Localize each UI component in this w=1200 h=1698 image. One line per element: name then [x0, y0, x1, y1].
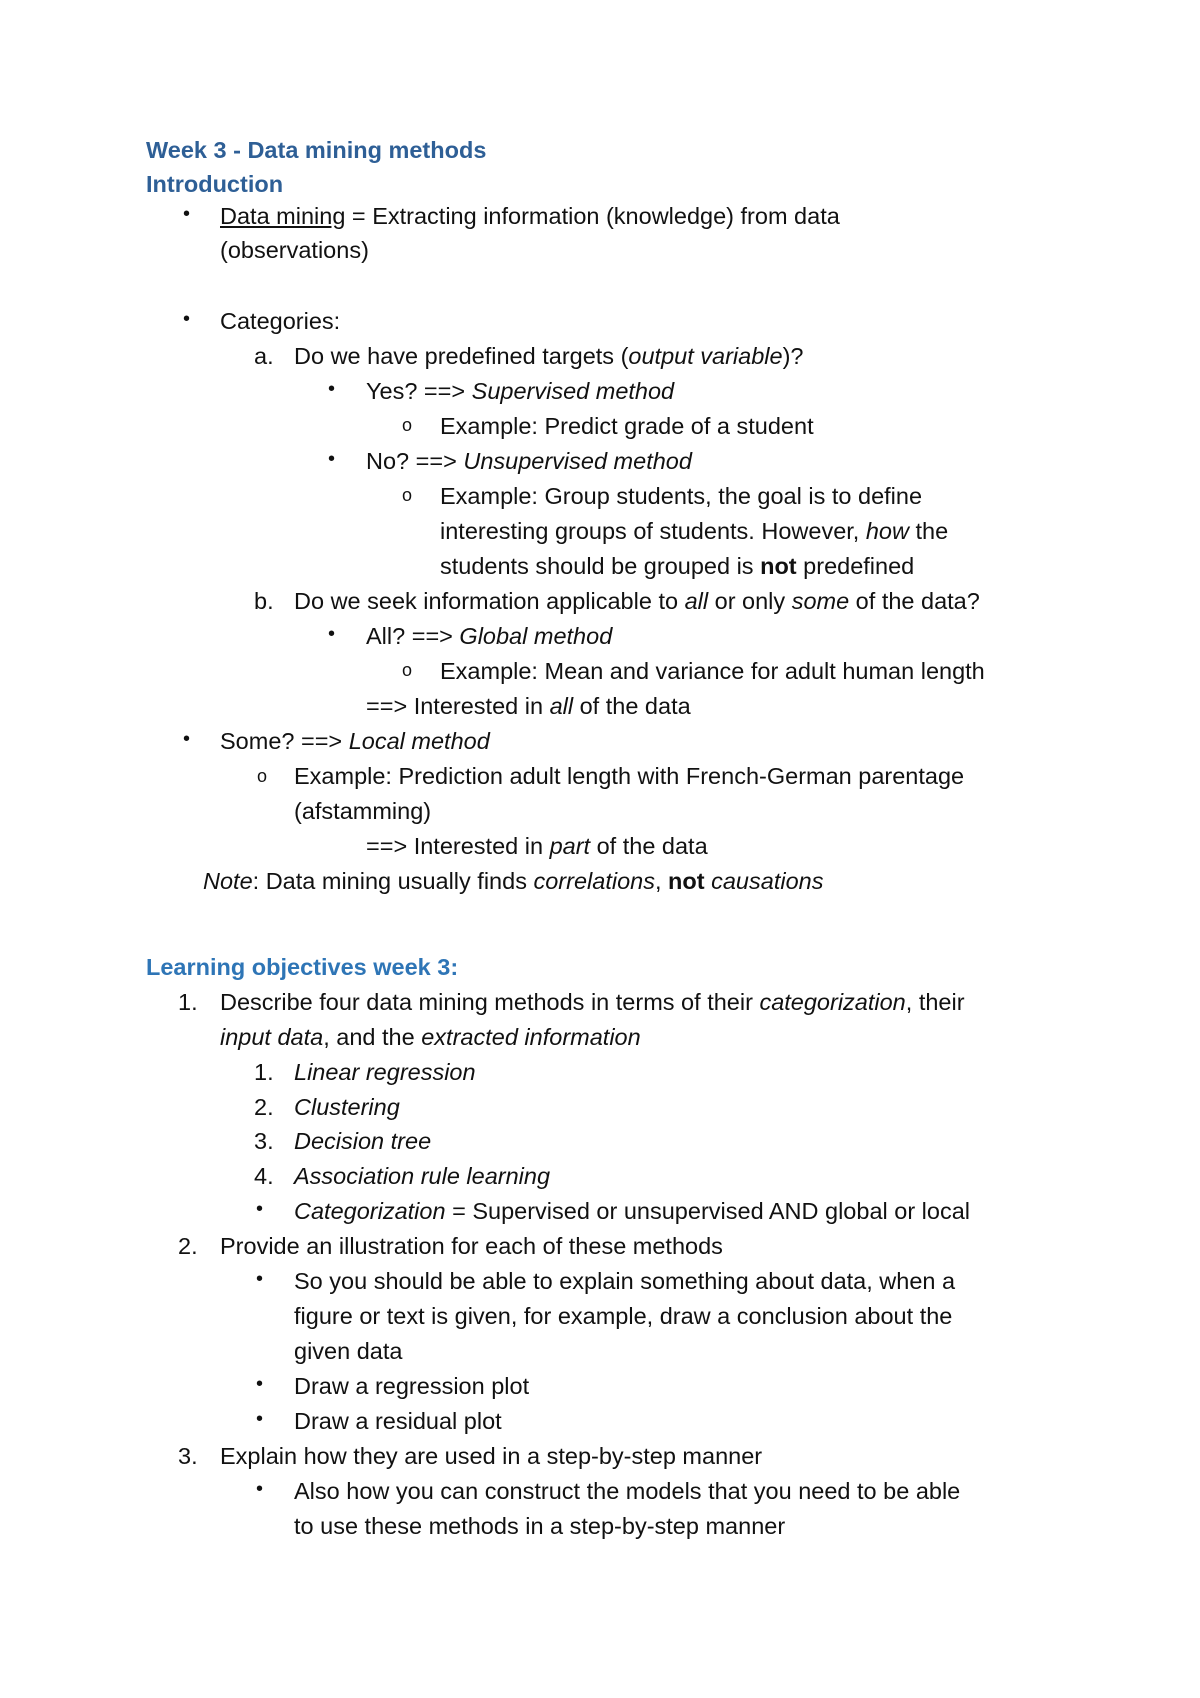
text: Do we have predefined targets ( — [294, 343, 629, 369]
text: No? ==> — [366, 448, 464, 474]
note-line — [203, 866, 823, 896]
bullet-icon: • — [328, 448, 336, 470]
method-label: Linear regression — [294, 1059, 476, 1085]
example-no-line-2 — [440, 516, 948, 546]
list-marker: 2. — [254, 1094, 274, 1120]
circle-bullet-icon: o — [402, 415, 413, 435]
circle-bullet-icon: o — [257, 766, 268, 786]
text: , — [654, 868, 669, 894]
text: students should be grouped is — [440, 553, 761, 579]
objective-2-bullet-3: Draw a residual plot — [294, 1408, 502, 1434]
answer-no — [366, 446, 692, 476]
emphasis: input data — [220, 1024, 324, 1050]
bold-text: not — [760, 553, 797, 579]
note-all — [366, 691, 691, 721]
bullet-icon: • — [328, 623, 336, 645]
emphasis: part — [549, 833, 591, 859]
emphasis: Unsupervised method — [463, 448, 692, 474]
list-marker-b: b. — [254, 588, 274, 614]
bullet-icon: • — [256, 1478, 264, 1500]
section-heading-objectives: Learning objectives week 3: — [146, 954, 459, 980]
objective-2-bullet-1-line-1: So you should be able to explain something about data, when a — [294, 1268, 956, 1294]
example-no-line-3 — [440, 551, 914, 581]
example-all: Example: Mean and variance for adult human length — [440, 658, 985, 684]
text: of the data — [590, 833, 708, 859]
objective-2: Provide an illustration for each of these methods — [220, 1233, 723, 1259]
text: Describe four data mining methods in terms of their — [220, 989, 760, 1015]
categories-label: Categories: — [220, 308, 341, 334]
bullet-icon: • — [183, 308, 191, 330]
text: All? ==> — [366, 623, 460, 649]
text: the — [908, 518, 949, 544]
objective-3: Explain how they are used in a step-by-step manner — [220, 1443, 763, 1469]
emphasis: some — [791, 588, 850, 614]
bullet-icon: • — [183, 728, 191, 750]
objective-2-bullet-2: Draw a regression plot — [294, 1373, 530, 1399]
answer-some — [220, 726, 490, 756]
list-marker-2: 2. — [178, 1233, 198, 1259]
objective-1-line-2 — [220, 1022, 641, 1052]
emphasis: all — [684, 588, 709, 614]
text: ==> Interested in — [366, 693, 550, 719]
list-marker: 3. — [254, 1128, 274, 1154]
method-label: Clustering — [294, 1094, 400, 1120]
emphasis: correlations — [533, 868, 655, 894]
term-data-mining: Data mining — [220, 203, 346, 229]
definition-line — [220, 201, 840, 231]
text: = Supervised or unsupervised AND global or local — [445, 1198, 971, 1224]
bullet-icon: • — [256, 1198, 264, 1220]
question-a — [294, 341, 804, 371]
method-item — [294, 1092, 400, 1122]
method-label: Decision tree — [294, 1128, 432, 1154]
list-marker-3: 3. — [178, 1443, 198, 1469]
question-b — [294, 586, 980, 616]
bullet-icon: • — [256, 1373, 264, 1395]
emphasis: Local method — [348, 728, 490, 754]
text: , their — [905, 989, 965, 1015]
text: Yes? ==> — [366, 378, 472, 404]
text: predefined — [796, 553, 915, 579]
method-item — [294, 1057, 476, 1087]
emphasis: all — [549, 693, 574, 719]
example-some-line-1: Example: Prediction adult length with French-German parentage — [294, 763, 965, 789]
method-item — [294, 1161, 550, 1191]
bullet-icon: • — [256, 1408, 264, 1430]
text: : Data mining usually finds — [252, 868, 534, 894]
page-title: Week 3 - Data mining methods — [146, 137, 487, 163]
example-yes: Example: Predict grade of a student — [440, 413, 814, 439]
objective-3-bullet-1-line-2: to use these methods in a step-by-step manner — [294, 1513, 786, 1539]
text: interesting groups of students. However, — [440, 518, 866, 544]
list-marker-a: a. — [254, 343, 274, 369]
list-marker-1: 1. — [178, 989, 198, 1015]
list-marker: 4. — [254, 1163, 274, 1189]
text: ==> Interested in — [366, 833, 550, 859]
answer-yes — [366, 376, 674, 406]
bold-text: not — [668, 868, 705, 894]
text: Do we seek information applicable to — [294, 588, 685, 614]
emphasis: extracted information — [421, 1024, 641, 1050]
categorization-line — [294, 1196, 970, 1226]
bullet-icon: • — [256, 1268, 264, 1290]
emphasis: how — [865, 518, 909, 544]
note-some — [366, 831, 708, 861]
emphasis: Supervised method — [471, 378, 675, 404]
objective-3-bullet-1-line-1: Also how you can construct the models that you need to be able — [294, 1478, 961, 1504]
text: Some? ==> — [220, 728, 349, 754]
answer-all — [366, 621, 612, 651]
objective-2-bullet-1-line-2: figure or text is given, for example, draw a conclusion about the — [294, 1303, 953, 1329]
emphasis: output variable — [628, 343, 783, 369]
method-label: Association rule learning — [294, 1163, 551, 1189]
emphasis: categorization — [759, 989, 906, 1015]
section-heading-introduction: Introduction — [146, 171, 284, 197]
circle-bullet-icon: o — [402, 485, 413, 505]
circle-bullet-icon: o — [402, 660, 413, 680]
example-some-line-2: (afstamming) — [294, 798, 432, 824]
text: of the data? — [849, 588, 980, 614]
definition-line-2: (observations) — [220, 237, 369, 263]
emphasis: Categorization — [294, 1198, 446, 1224]
objective-1-line-1 — [220, 987, 965, 1017]
emphasis: Note — [203, 868, 253, 894]
bullet-icon: • — [183, 203, 191, 225]
example-no-line-1: Example: Group students, the goal is to define — [440, 483, 923, 509]
text: or only — [708, 588, 792, 614]
text: )? — [782, 343, 804, 369]
objective-2-bullet-1-line-3: given data — [294, 1338, 403, 1364]
definition-text: = Extracting information (knowledge) from data — [345, 203, 840, 229]
text: , and the — [323, 1024, 422, 1050]
emphasis: causations — [711, 868, 824, 894]
method-item — [294, 1126, 431, 1156]
list-marker: 1. — [254, 1059, 274, 1085]
text: of the data — [573, 693, 691, 719]
emphasis: Global method — [459, 623, 613, 649]
bullet-icon: • — [328, 378, 336, 400]
